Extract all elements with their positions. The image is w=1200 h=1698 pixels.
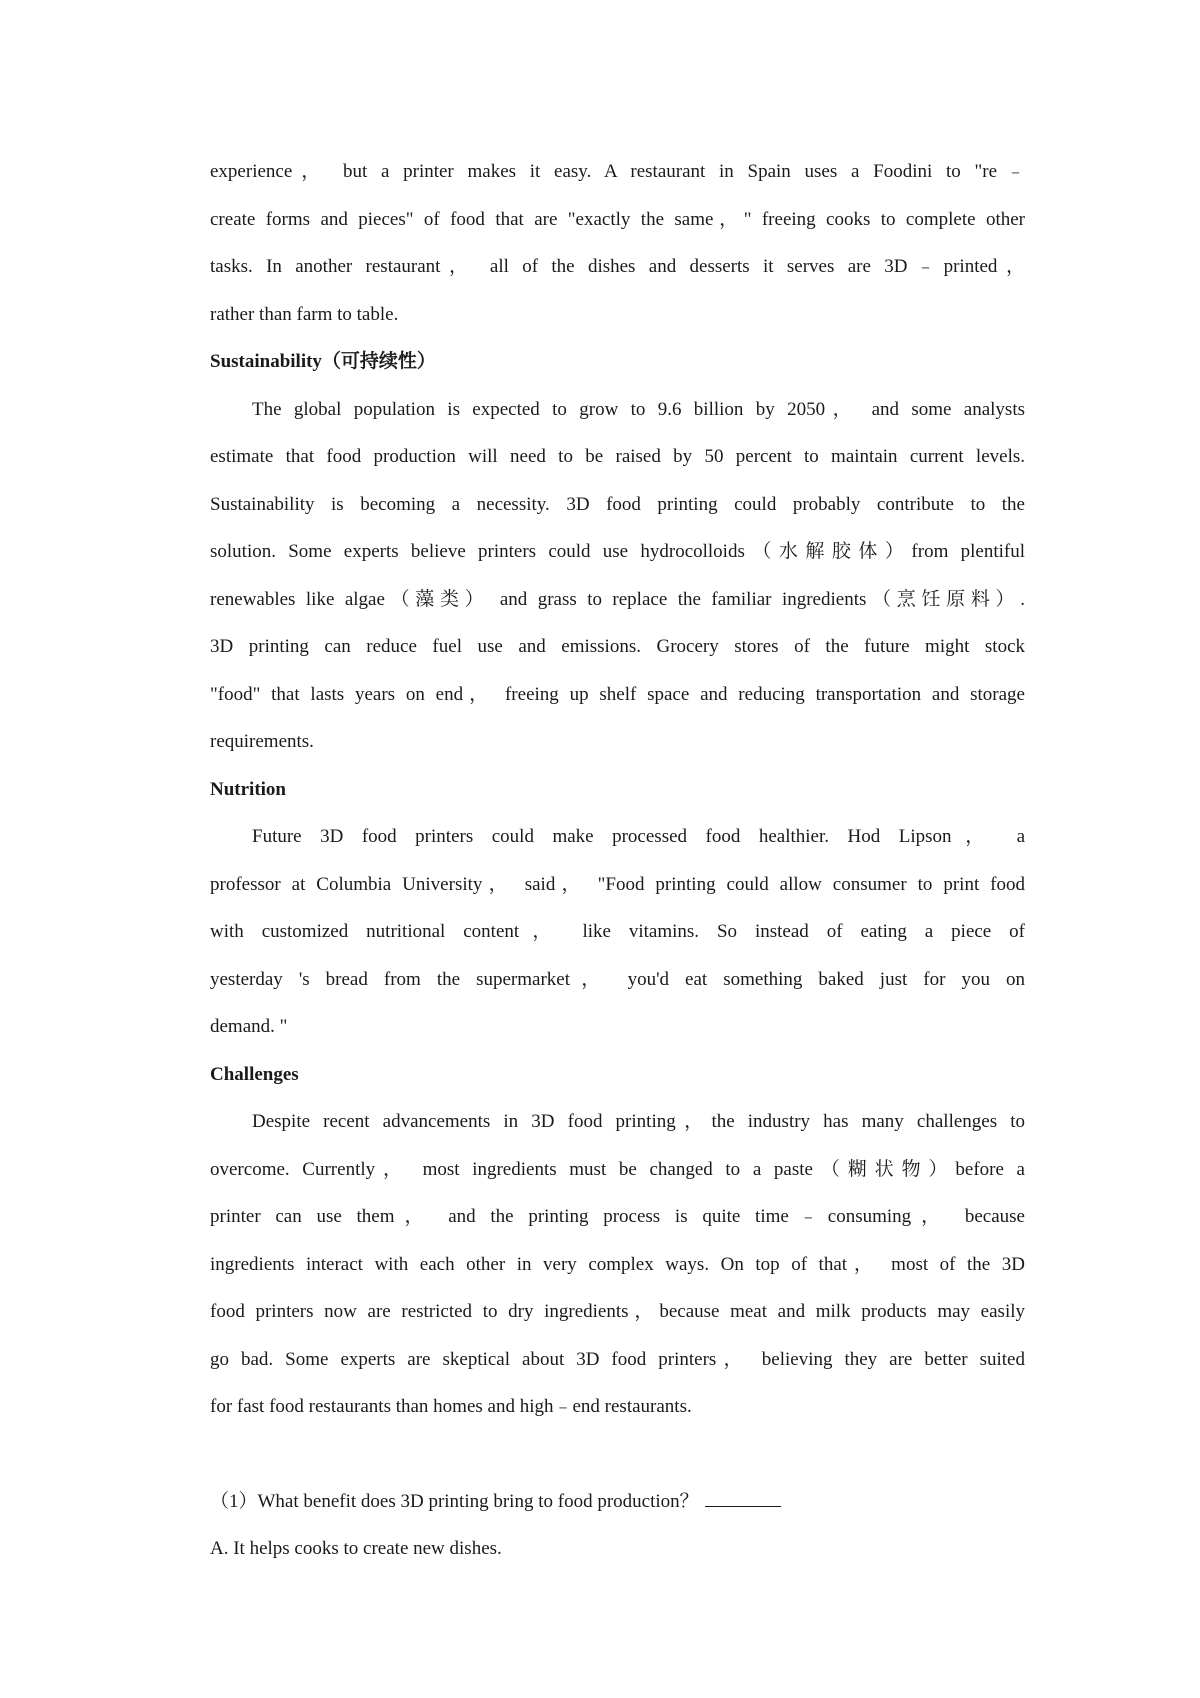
section-heading-nutrition: Nutrition bbox=[210, 778, 286, 800]
paragraph-line: requirements. bbox=[210, 731, 314, 752]
paragraph-line: Future 3D food printers could make processed food healthier. Hod Lipson， a bbox=[252, 826, 1025, 847]
paragraph-line: ingredients interact with each other in very complex ways. On top of that， most of the 3D bbox=[210, 1253, 1025, 1275]
paragraph-line: go bad. Some experts are skeptical about 3D food printers， believing they are better suited bbox=[210, 1348, 1025, 1370]
question-1 bbox=[210, 1478, 1025, 1526]
paragraph-line: The global population is expected to grow to 9.6 billion by 2050， and some analysts bbox=[252, 398, 1025, 420]
paragraph-line: demand. " bbox=[210, 1016, 288, 1037]
paragraph-line: 3D printing can reduce fuel use and emissions. Grocery stores of the future might stock bbox=[210, 636, 1025, 657]
paragraph-line: Despite recent advancements in 3D food printing，the industry has many challenges to bbox=[252, 1111, 1025, 1132]
spacer bbox=[210, 1431, 1025, 1478]
paragraph-line: create forms and pieces" of food that are "exactly the same，" freeing cooks to complete other bbox=[210, 208, 1025, 230]
paragraph-line: rather than farm to table. bbox=[210, 303, 399, 325]
paragraph-line: printer can use them， and the printing process is quite time﹣consuming， because bbox=[210, 1206, 1025, 1227]
paragraph-line: with customized nutritional content， like vitamins. So instead of eating a piece of bbox=[210, 921, 1025, 942]
paragraph-line: yesterday 's bread from the supermarket， you'd eat something baked just for you on bbox=[210, 968, 1025, 990]
paragraph-line: tasks. In another restaurant， all of the dishes and desserts it serves are 3D﹣printed， bbox=[210, 256, 1025, 277]
paragraph-line: "food" that lasts years on end， freeing up shelf space and reducing transportation and storage bbox=[210, 683, 1025, 705]
section-heading-challenges: Challenges bbox=[210, 1063, 299, 1085]
option-a: A. It helps cooks to create new dishes. bbox=[210, 1538, 502, 1559]
paragraph-line: professor at Columbia University， said， "Food printing could allow consumer to print food bbox=[210, 873, 1025, 895]
paragraph-line: food printers now are restricted to dry ingredients，because meat and milk products may easily bbox=[210, 1301, 1025, 1322]
answer-blank[interactable] bbox=[705, 1488, 781, 1507]
paragraph-line: renewables like algae（藻类） and grass to replace the familiar ingredients（烹饪原料）. bbox=[210, 588, 1025, 610]
section-heading-sustainability: Sustainability（可持续性） bbox=[210, 351, 436, 372]
paragraph-line: estimate that food production will need to be raised by 50 percent to maintain current levels. bbox=[210, 446, 1025, 467]
document-page bbox=[210, 148, 1025, 1573]
paragraph-line: solution. Some experts believe printers could use hydrocolloids（水解胶体）from plentiful bbox=[210, 541, 1025, 562]
paragraph-line: for fast food restaurants than homes and high﹣end restaurants. bbox=[210, 1396, 692, 1417]
paragraph-line: experience， but a printer makes it easy. A restaurant in Spain uses a Foodini to "re﹣ bbox=[210, 161, 1025, 182]
paragraph-line: overcome. Currently， most ingredients must be changed to a paste（糊状物）before a bbox=[210, 1158, 1025, 1180]
paragraph-line: Sustainability is becoming a necessity. 3D food printing could probably contribute to the bbox=[210, 493, 1025, 515]
question-text: （1）What benefit does 3D printing bring to food production？ bbox=[210, 1490, 699, 1512]
